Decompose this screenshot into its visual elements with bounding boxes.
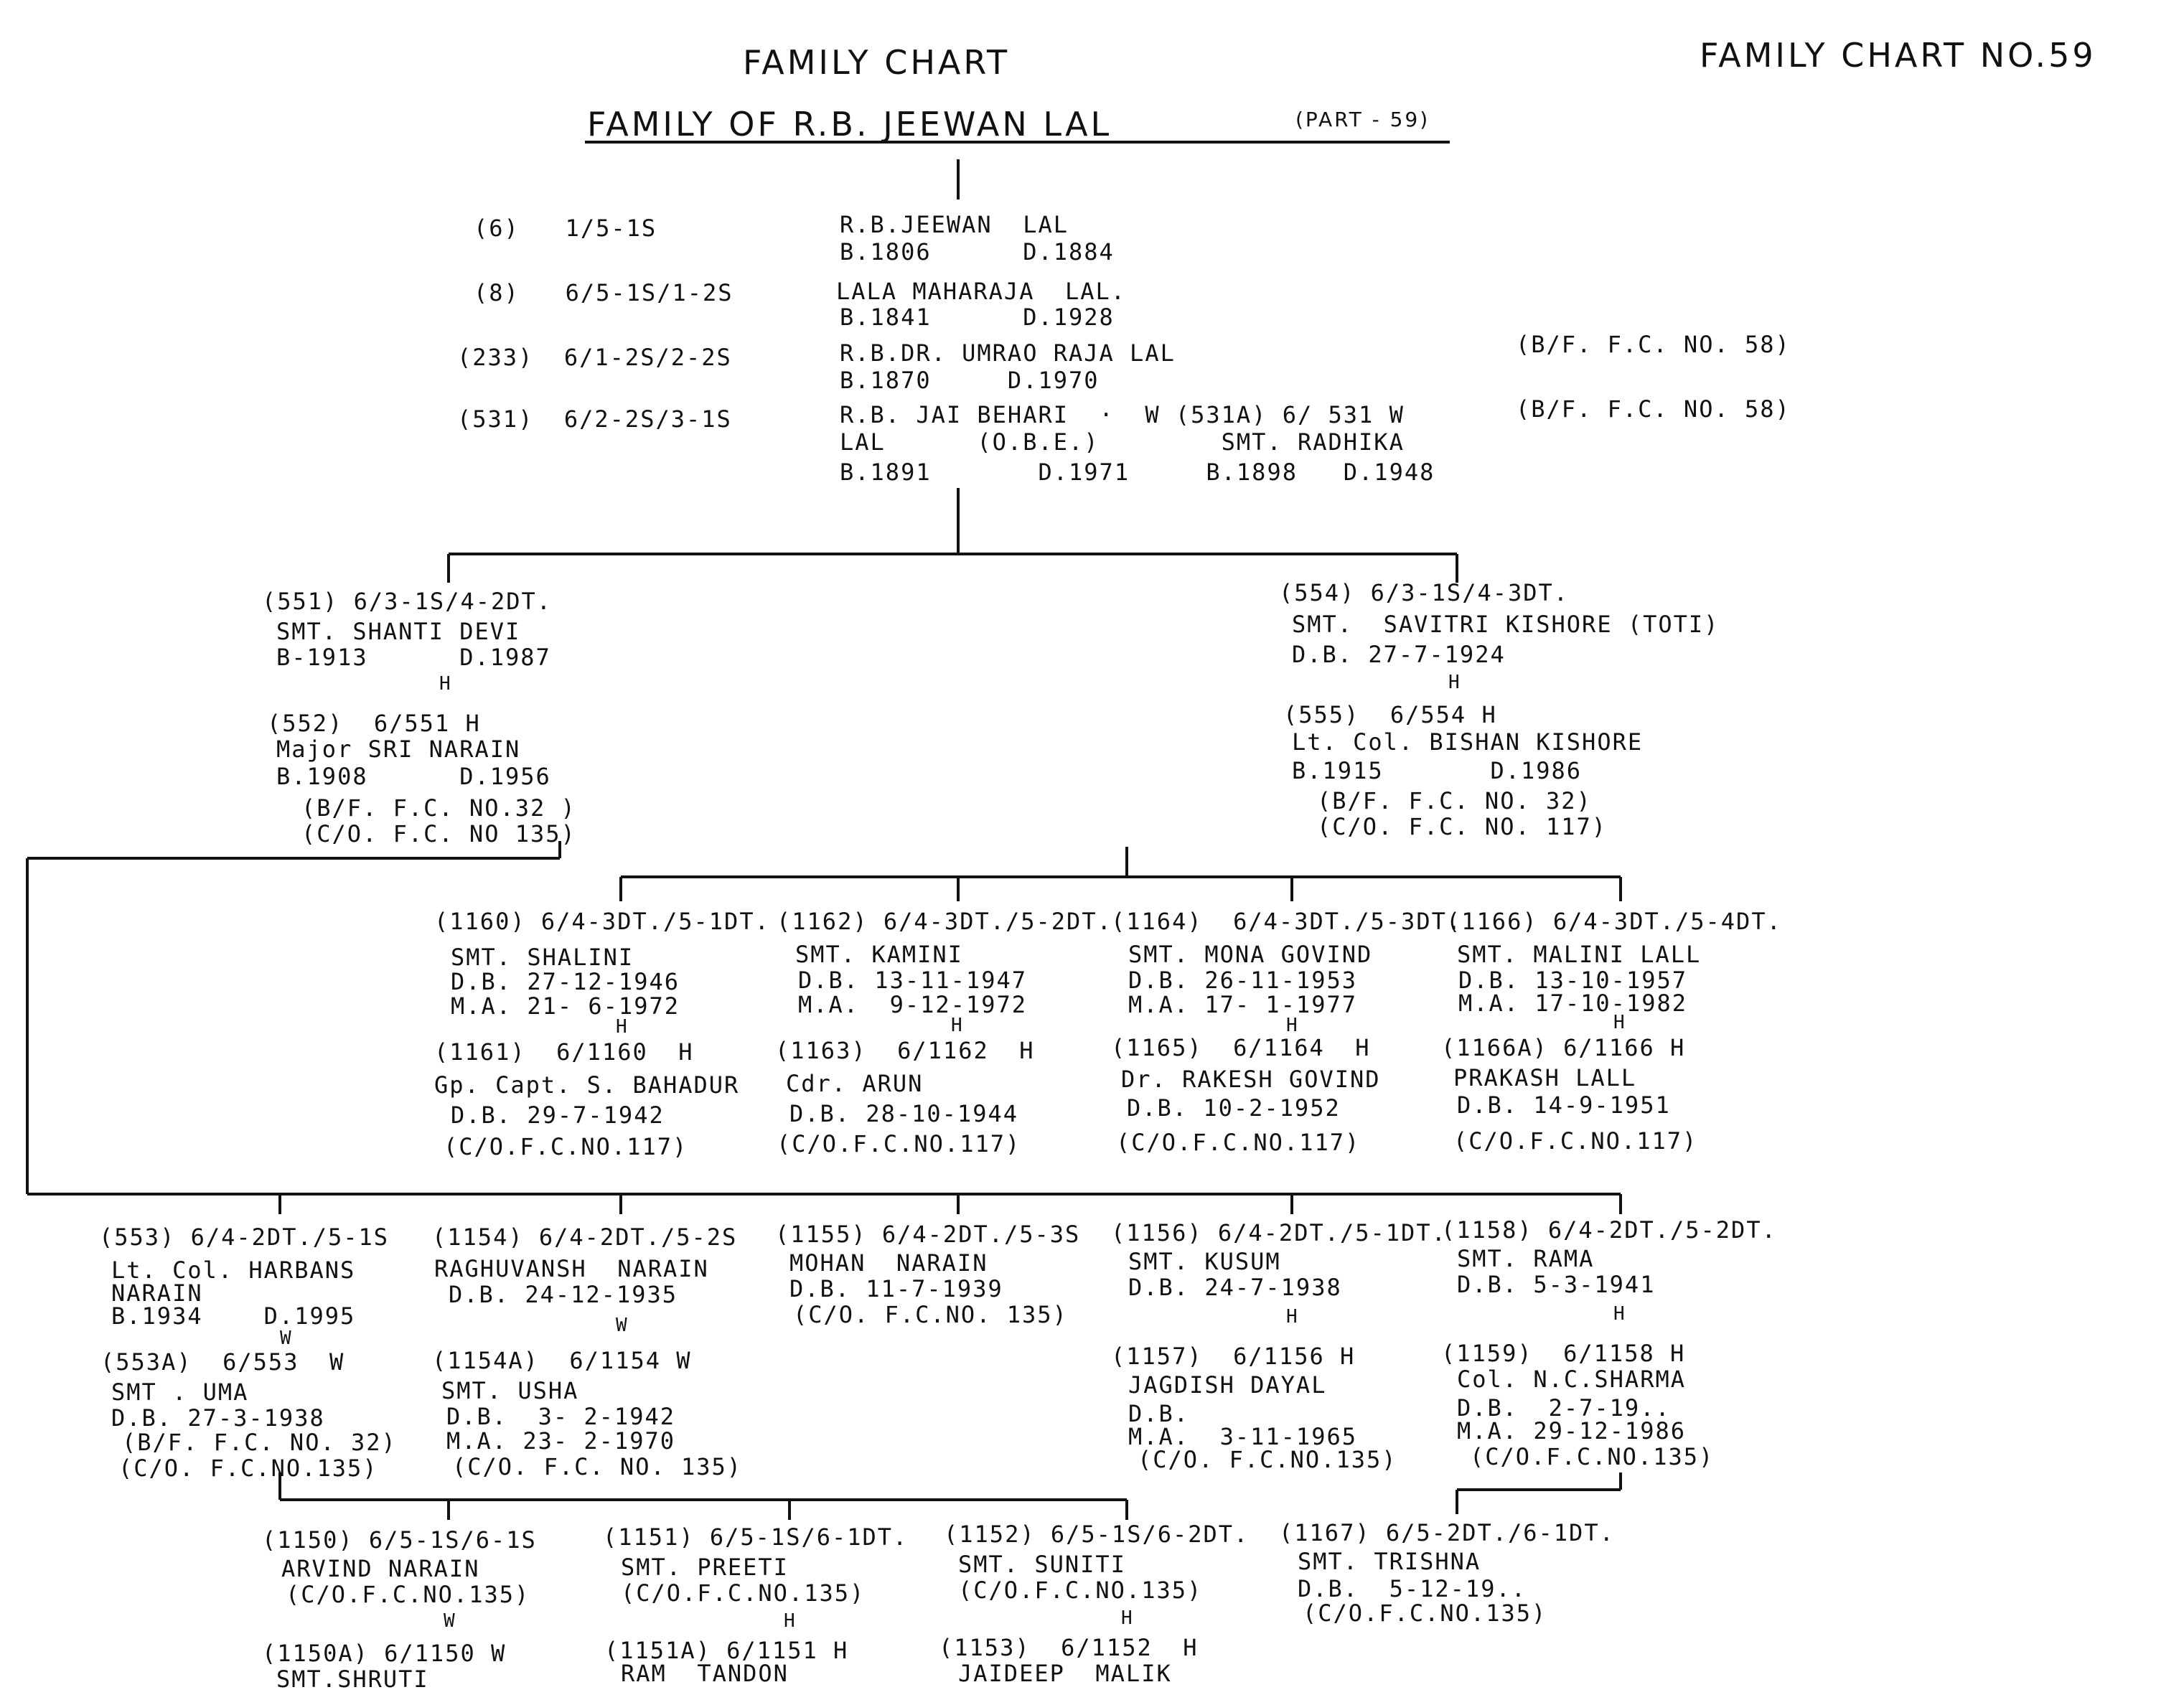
- malini-spouse-code: (1166A) 6/1166 H: [1441, 1034, 1686, 1061]
- arvind-spouse-code: (1150A) 6/1150 W: [262, 1640, 507, 1667]
- shalini-spouse-db: D.B. 29-7-1942: [451, 1102, 665, 1129]
- shanti-spouse-code: (552) 6/551 H: [267, 710, 481, 737]
- malini-spouse-name: PRAKASH LALL: [1453, 1064, 1637, 1091]
- rama-spouse-ma: M.A. 29-12-1986: [1457, 1417, 1686, 1445]
- lineage-gen2-code: (8) 6/5-1S/1-2S: [474, 279, 734, 306]
- savitri-ref-co: (C/O. F.C. NO. 117): [1317, 813, 1608, 840]
- savitri-relation: H: [1448, 672, 1461, 693]
- rama-db: D.B. 5-3-1941: [1457, 1271, 1656, 1298]
- rama-ref: (C/O.F.C.NO.135): [1470, 1443, 1715, 1470]
- malini-spouse-db: D.B. 14-9-1951: [1457, 1091, 1671, 1119]
- raghuvansh-ref: (C/O. F.C. NO. 135): [452, 1453, 743, 1480]
- rama-spouse-code: (1159) 6/1158 H: [1441, 1340, 1686, 1367]
- shalini-relation: H: [616, 1016, 629, 1038]
- harbans-spouse-name: SMT . UMA: [111, 1378, 249, 1406]
- lineage-gen4-code: (531) 6/2-2S/3-1S: [457, 405, 732, 433]
- kamini-code: (1162) 6/4-3DT./5-2DT.: [777, 908, 1112, 935]
- malini-db: D.B. 13-10-1957: [1458, 967, 1687, 994]
- arvind-spouse-name: SMT.SHRUTI: [276, 1666, 429, 1693]
- mohan-db: D.B. 11-7-1939: [789, 1275, 1003, 1302]
- mona-spouse-name: Dr. RAKESH GOVIND: [1121, 1066, 1381, 1093]
- mona-ref: (C/O.F.C.NO.117): [1116, 1129, 1361, 1156]
- rama-spouse-db: D.B. 2-7-19..: [1457, 1394, 1671, 1422]
- savitri-spouse-name: Lt. Col. BISHAN KISHORE: [1292, 728, 1644, 756]
- suniti-spouse-name: JAIDEEP MALIK: [958, 1660, 1172, 1687]
- mona-spouse-db: D.B. 10-2-1952: [1127, 1094, 1341, 1122]
- shanti-spouse-dates: B.1908 D.1956: [276, 763, 551, 790]
- shalini-name: SMT. SHALINI: [451, 944, 634, 971]
- trishna-db: D.B. 5-12-19..: [1298, 1575, 1527, 1602]
- mona-spouse-code: (1165) 6/1164 H: [1111, 1034, 1371, 1061]
- suniti-relation: H: [1121, 1607, 1134, 1629]
- trishna-name: SMT. TRISHNA: [1298, 1548, 1481, 1575]
- mona-db: D.B. 26-11-1953: [1128, 967, 1357, 994]
- shanti-ref-bf: (B/F. F.C. NO.32 ): [301, 794, 576, 822]
- raghuvansh-db: D.B. 24-12-1935: [449, 1281, 678, 1308]
- mona-ma: M.A. 17- 1-1977: [1128, 991, 1357, 1018]
- mohan-code: (1155) 6/4-2DT./5-3S: [775, 1221, 1081, 1248]
- chart-part: (PART - 59): [1295, 108, 1430, 131]
- kusum-spouse-name: JAGDISH DAYAL: [1128, 1371, 1327, 1399]
- kusum-ref: (C/O. F.C.NO.135): [1138, 1446, 1397, 1473]
- savitri-spouse-code: (555) 6/554 H: [1283, 701, 1497, 728]
- harbans-name2: NARAIN: [111, 1279, 203, 1307]
- lineage-gen2-name: LALA MAHARAJA LAL.: [836, 278, 1127, 305]
- lineage-gen1-name: R.B.JEEWAN LAL: [840, 211, 1069, 238]
- mohan-ref: (C/O. F.C.NO. 135): [793, 1301, 1068, 1328]
- malini-code: (1166) 6/4-3DT./5-4DT.: [1446, 908, 1782, 935]
- shalini-db: D.B. 27-12-1946: [451, 968, 680, 995]
- shanti-spouse-name: Major SRI NARAIN: [276, 736, 521, 763]
- shanti-name: SMT. SHANTI DEVI: [276, 618, 521, 645]
- kusum-spouse-code: (1157) 6/1156 H: [1111, 1343, 1356, 1370]
- arvind-relation: W: [444, 1610, 456, 1632]
- preeti-ref: (C/O.F.C.NO.135): [621, 1579, 866, 1607]
- mona-name: SMT. MONA GOVIND: [1128, 941, 1373, 968]
- kusum-db: D.B. 24-7-1938: [1128, 1274, 1342, 1301]
- malini-relation: H: [1613, 1012, 1626, 1033]
- malini-ref: (C/O.F.C.NO.117): [1453, 1127, 1698, 1155]
- chart-title: FAMILY CHART: [743, 43, 1011, 82]
- preeti-code: (1151) 6/5-1S/6-1DT.: [603, 1523, 909, 1551]
- suniti-code: (1152) 6/5-1S/6-2DT.: [944, 1521, 1250, 1548]
- kusum-name: SMT. KUSUM: [1128, 1248, 1281, 1275]
- malini-name: SMT. MALINI LALL: [1457, 941, 1702, 968]
- lineage-gen3-dates: B.1870 D.1970: [840, 367, 1100, 394]
- rama-spouse-name: Col. N.C.SHARMA: [1457, 1366, 1686, 1393]
- kamini-relation: H: [951, 1015, 964, 1036]
- preeti-spouse-name: RAM TANDON: [621, 1660, 789, 1687]
- kamini-spouse-name: Cdr. ARUN: [786, 1070, 924, 1097]
- suniti-name: SMT. SUNITI: [958, 1551, 1126, 1578]
- harbans-ref-bf: (B/F. F.C. NO. 32): [122, 1429, 397, 1456]
- harbans-name: Lt. Col. HARBANS: [111, 1257, 356, 1284]
- raghuvansh-spouse-name: SMT. USHA: [441, 1377, 579, 1404]
- suniti-ref: (C/O.F.C.NO.135): [958, 1577, 1203, 1604]
- savitri-code: (554) 6/3-1S/4-3DT.: [1279, 579, 1570, 606]
- lineage-gen3-name: R.B.DR. UMRAO RAJA LAL: [840, 339, 1176, 367]
- kamini-name: SMT. KAMINI: [795, 941, 963, 968]
- lineage-gen4-name2: LAL (O.B.E.) SMT. RADHIKA: [840, 428, 1405, 456]
- chart-number: FAMILY CHART NO.59: [1700, 36, 2096, 75]
- kusum-code: (1156) 6/4-2DT./5-1DT.: [1111, 1219, 1447, 1246]
- shanti-relation: H: [439, 673, 452, 695]
- kamini-ma: M.A. 9-12-1972: [798, 991, 1027, 1018]
- raghuvansh-code: (1154) 6/4-2DT./5-2S: [432, 1223, 738, 1251]
- shalini-spouse-code: (1161) 6/1160 H: [434, 1038, 694, 1066]
- mona-relation: H: [1286, 1015, 1299, 1036]
- arvind-ref: (C/O.F.C.NO.135): [286, 1581, 530, 1608]
- arvind-name: ARVIND NARAIN: [281, 1555, 480, 1582]
- trishna-ref: (C/O.F.C.NO.135): [1303, 1600, 1547, 1627]
- harbans-relation: W: [280, 1328, 293, 1349]
- lineage-gen4-name: R.B. JAI BEHARI · W (531A) 6/ 531 W: [840, 401, 1405, 428]
- raghuvansh-spouse-db: D.B. 3- 2-1942: [446, 1403, 675, 1430]
- chart-subtitle: FAMILY OF R.B. JEEWAN LAL: [587, 105, 1112, 144]
- lineage-gen2-dates: B.1841 D.1928: [840, 304, 1115, 331]
- preeti-name: SMT. PREETI: [621, 1554, 789, 1581]
- kamini-spouse-code: (1163) 6/1162 H: [775, 1037, 1035, 1064]
- kusum-spouse-db: D.B.: [1128, 1400, 1190, 1427]
- lineage-gen3-code: (233) 6/1-2S/2-2S: [457, 344, 732, 371]
- rama-code: (1158) 6/4-2DT./5-2DT.: [1441, 1216, 1777, 1244]
- raghuvansh-relation: W: [616, 1315, 629, 1336]
- savitri-spouse-dates: B.1915 D.1986: [1292, 757, 1583, 784]
- lineage-gen3-ref: (B/F. F.C. NO. 58): [1516, 331, 1791, 358]
- preeti-relation: H: [784, 1610, 797, 1632]
- rama-name: SMT. RAMA: [1457, 1245, 1595, 1272]
- preeti-spouse-code: (1151A) 6/1151 H: [604, 1637, 849, 1664]
- shanti-ref-co: (C/O. F.C. NO 135): [301, 820, 576, 847]
- kusum-relation: H: [1286, 1306, 1299, 1328]
- lineage-gen1-dates: B.1806 D.1884: [840, 238, 1115, 266]
- savitri-name: SMT. SAVITRI KISHORE (TOTI): [1292, 611, 1720, 638]
- suniti-spouse-code: (1153) 6/1152 H: [939, 1634, 1199, 1661]
- harbans-spouse-db: D.B. 27-3-1938: [111, 1404, 325, 1432]
- kusum-spouse-ma: M.A. 3-11-1965: [1128, 1423, 1357, 1450]
- savitri-ref-bf: (B/F. F.C. NO. 32): [1317, 787, 1592, 814]
- harbans-ref-co: (C/O. F.C.NO.135): [118, 1455, 378, 1482]
- kamini-spouse-db: D.B. 28-10-1944: [789, 1100, 1018, 1127]
- raghuvansh-name: RAGHUVANSH NARAIN: [434, 1255, 709, 1282]
- savitri-dates: D.B. 27-7-1924: [1292, 641, 1506, 668]
- kamini-ref: (C/O.F.C.NO.117): [777, 1130, 1021, 1157]
- arvind-code: (1150) 6/5-1S/6-1S: [262, 1526, 537, 1554]
- mona-code: (1164) 6/4-3DT./5-3DT.: [1111, 908, 1463, 935]
- shalini-ref: (C/O.F.C.NO.117): [444, 1133, 688, 1160]
- shalini-spouse-name: Gp. Capt. S. BAHADUR: [434, 1071, 740, 1099]
- shanti-code: (551) 6/3-1S/4-2DT.: [262, 588, 553, 615]
- shalini-code: (1160) 6/4-3DT./5-1DT.: [434, 908, 770, 935]
- raghuvansh-spouse-ma: M.A. 23- 2-1970: [446, 1427, 675, 1455]
- kamini-db: D.B. 13-11-1947: [798, 967, 1027, 994]
- malini-ma: M.A. 17-10-1982: [1458, 990, 1687, 1017]
- lineage-gen4-ref: (B/F. F.C. NO. 58): [1516, 395, 1791, 423]
- trishna-code: (1167) 6/5-2DT./6-1DT.: [1279, 1519, 1615, 1546]
- raghuvansh-spouse-code: (1154A) 6/1154 W: [432, 1347, 692, 1374]
- rama-relation: H: [1613, 1303, 1626, 1325]
- lineage-gen1-code: (6) 1/5-1S: [474, 215, 657, 242]
- mohan-name: MOHAN NARAIN: [789, 1249, 988, 1277]
- shanti-dates: B-1913 D.1987: [276, 644, 551, 671]
- harbans-spouse-code: (553A) 6/553 W: [100, 1348, 345, 1376]
- lineage-gen4-dates: B.1891 D.1971 B.1898 D.1948: [840, 459, 1435, 486]
- harbans-code: (553) 6/4-2DT./5-1S: [99, 1223, 390, 1251]
- harbans-dates: B.1934 D.1995: [111, 1302, 356, 1330]
- shalini-ma: M.A. 21- 6-1972: [451, 992, 680, 1020]
